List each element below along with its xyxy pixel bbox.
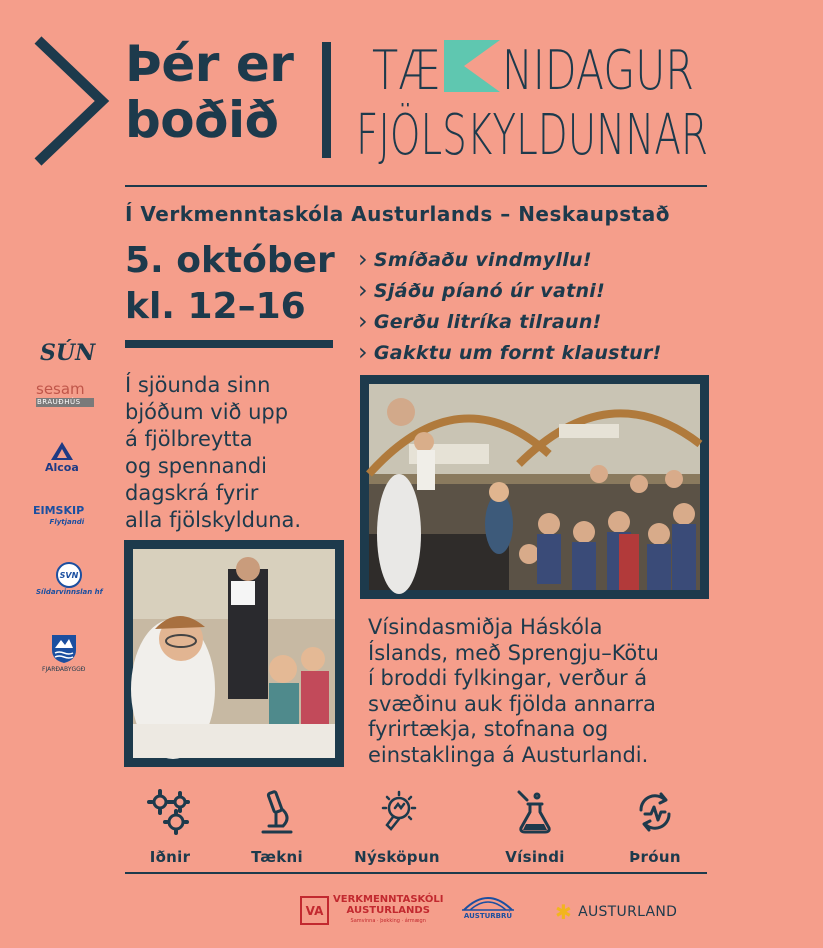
alcoa-mark-icon <box>51 442 73 460</box>
eimskip-sub: Flytjandi <box>49 518 85 526</box>
microscope-icon <box>253 788 301 836</box>
austurland-logo <box>555 900 677 924</box>
theme-label: Iðnir <box>149 848 191 866</box>
event-title-line-2 <box>352 96 712 168</box>
activity-text: Gerðu litríka tilraun! <box>373 310 602 333</box>
intro-text <box>125 372 301 534</box>
chevron-icon: › <box>358 275 368 304</box>
description-line: Vísindasmiðja Háskóla <box>368 615 603 639</box>
eimskip-name: EIMSKIP <box>33 504 85 517</box>
event-date: 5. október <box>125 240 335 281</box>
k-logo-icon <box>444 40 500 92</box>
chevron-right-icon <box>30 36 110 166</box>
invite-line-1: Þér er <box>125 35 294 93</box>
activity-item <box>358 275 662 306</box>
austurbru-name: AUSTURBRÚ <box>463 912 513 920</box>
sesam-name: sesam <box>36 380 85 398</box>
photo-scene <box>369 384 700 590</box>
intro-line: Í sjöunda sinn <box>125 373 271 397</box>
vma-mark-icon: VA <box>300 896 329 925</box>
theme-item <box>347 788 447 866</box>
theme-label: Þróun <box>629 848 681 866</box>
chevron-icon: › <box>358 306 368 335</box>
title-part-1: TÆ <box>372 39 440 102</box>
fjardabyggd-logo <box>42 634 85 673</box>
photo-scene <box>133 549 335 758</box>
sesam-sub: BRAUÐHÚS <box>36 398 94 407</box>
fjardabyggd-shield-icon <box>51 634 77 664</box>
activity-list <box>358 244 662 368</box>
vma-sub: Samvinna · þekking · ármægn <box>350 918 426 924</box>
intro-line: dagskrá fyrir <box>125 481 259 505</box>
event-time: kl. 12–16 <box>125 286 306 327</box>
theme-item <box>227 788 327 866</box>
invite-line-2: boðið <box>125 91 279 149</box>
austurland-mark-icon: ✱ <box>555 900 573 924</box>
title-line-2-text: FJÖLSKYLDUNNAR <box>356 103 708 168</box>
activity-text: Gakktu um fornt klaustur! <box>373 341 662 364</box>
lightbulb-icon <box>373 788 421 836</box>
header-divider <box>322 42 331 158</box>
activity-item <box>358 306 662 337</box>
vma-line-1: VERKMENNTASKÓLI <box>333 894 444 905</box>
activity-item <box>358 337 662 368</box>
intro-line: á fjölbreytta <box>125 427 253 451</box>
chevron-icon: › <box>358 337 368 366</box>
description-line: fyrirtækja, stofnana og <box>368 717 609 741</box>
event-datetime <box>125 238 335 330</box>
austurland-name: AUSTURLAND <box>578 904 678 920</box>
description-line: svæðinu auk fjölda annarra <box>368 691 656 716</box>
divider-top <box>125 185 707 187</box>
intro-line: alla fjölskylduna. <box>125 508 302 532</box>
invite-heading <box>125 36 293 148</box>
eimskip-logo <box>33 504 84 526</box>
intro-line: bjóðum við upp <box>125 400 289 424</box>
theme-label: Vísindi <box>505 848 565 866</box>
title-part-2: NIDAGUR <box>502 39 694 102</box>
svn-logo <box>36 562 103 596</box>
svn-mark-icon <box>56 562 82 588</box>
svn-sub: Síldarvinnslan hf <box>36 588 103 596</box>
description-line: einstaklinga á Austurlandi. <box>368 742 649 767</box>
vma-logo <box>300 894 443 927</box>
event-title-line-1 <box>352 34 712 100</box>
vma-text <box>333 894 443 927</box>
flask-icon <box>511 788 559 836</box>
divider-bottom <box>125 872 707 874</box>
activity-item <box>358 244 662 275</box>
date-underline <box>125 340 333 348</box>
activity-text: Sjáðu píanó úr vatni! <box>373 279 606 302</box>
alcoa-logo <box>45 442 79 474</box>
event-location: Í Verkmenntaskóla Austurlands – Neskaupstað <box>125 202 670 226</box>
bridge-icon <box>462 892 514 912</box>
description-text <box>368 615 713 768</box>
theme-item <box>485 788 585 866</box>
cycle-icon <box>631 788 679 836</box>
photo-scientist-kids <box>124 540 344 767</box>
description-line: í broddi fylkingar, verður á <box>368 666 648 690</box>
chevron-icon: › <box>358 244 368 273</box>
theme-label: Nýsköpun <box>354 848 440 866</box>
svn-name: SVN <box>60 571 79 580</box>
fjardabyggd-name: FJARÐABYGGÐ <box>42 666 86 673</box>
theme-item <box>120 788 220 866</box>
activity-text: Smíðaðu vindmyllu! <box>373 248 592 271</box>
intro-line: og spennandi <box>125 454 268 478</box>
gears-icon <box>146 788 194 836</box>
vma-line-2: AUSTURLANDS <box>346 905 430 916</box>
photo-science-demo <box>360 375 709 599</box>
theme-label: Tækni <box>251 848 303 866</box>
description-line: Íslands, með Sprengju–Kötu <box>368 640 659 665</box>
theme-item <box>605 788 705 866</box>
sun-logo: SÚN <box>40 340 96 366</box>
sesam-logo <box>36 382 94 407</box>
austurbru-logo <box>462 892 514 920</box>
alcoa-name: Alcoa <box>45 461 79 474</box>
